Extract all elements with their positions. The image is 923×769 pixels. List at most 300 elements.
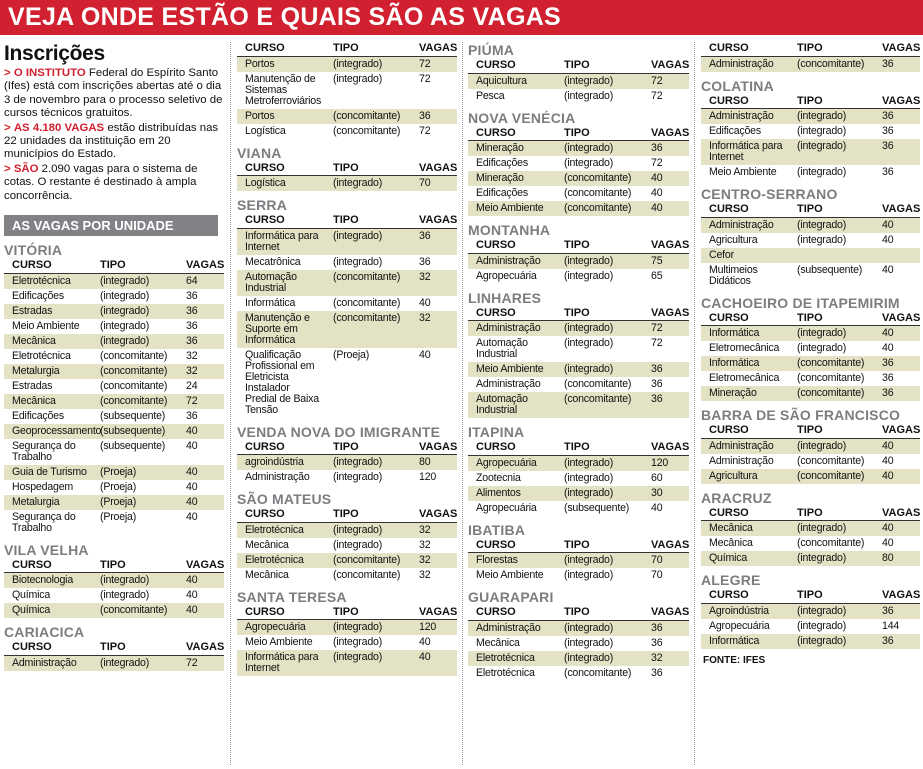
- vacancy-table: [237, 162, 457, 192]
- table-row: [701, 371, 920, 386]
- cell-curso: Logística: [237, 176, 325, 192]
- unit-title: GUARAPARI: [468, 589, 554, 605]
- unit-group: [4, 242, 224, 671]
- vacancy-table: [468, 307, 689, 419]
- cell-tipo: (Proeja): [92, 495, 184, 510]
- cell-tipo: (subsequente): [100, 409, 166, 422]
- cell-curso: Multimeios Didáticos: [709, 263, 758, 287]
- cell-tipo: (integrado): [325, 650, 417, 676]
- cell-curso: Mecânica: [4, 334, 92, 349]
- unit-section: [468, 222, 689, 284]
- header-tipo: TIPO: [789, 507, 880, 521]
- cell-tipo: (integrado): [564, 89, 614, 102]
- header-tipo: TIPO: [789, 95, 880, 109]
- source-note: FONTE: IFES: [703, 654, 766, 666]
- unit-title: ARACRUZ: [701, 489, 772, 506]
- cell-curso: Edificações: [12, 409, 64, 422]
- cell-curso: Eletrotécnica: [468, 651, 556, 666]
- header-vagas: VAGAS: [651, 126, 690, 139]
- cell-curso: Química: [12, 589, 51, 602]
- cell-curso: Informática: [245, 296, 296, 309]
- cell-curso: Geoprocessamento: [4, 424, 92, 439]
- cell-vagas: 24: [186, 379, 198, 392]
- table-header-row: [701, 507, 920, 521]
- column-3: [468, 42, 689, 681]
- table-row: [701, 536, 920, 551]
- cell-curso: Administração: [701, 438, 789, 454]
- table-header-row: [701, 95, 920, 109]
- vacancy-table: [468, 606, 689, 681]
- cell-curso: Florestas: [468, 553, 556, 569]
- header-curso: CURSO: [701, 42, 789, 56]
- cell-curso: Aquicultura: [468, 73, 556, 89]
- table-header-row: [4, 559, 224, 573]
- cell-curso: Agropecuária: [468, 455, 556, 471]
- cell-curso: Estradas: [12, 379, 53, 392]
- cell-curso: Agropecuária: [476, 501, 537, 514]
- cell-vagas: 36: [186, 289, 198, 302]
- table-row: [4, 603, 224, 618]
- vacancy-table: [237, 508, 457, 583]
- table-row: [237, 270, 457, 296]
- cell-vagas: 40: [882, 233, 894, 246]
- cell-vagas: 40: [417, 650, 457, 676]
- table-header-row: [468, 59, 689, 73]
- cell-tipo: (integrado): [564, 636, 614, 649]
- table-row: [237, 348, 457, 418]
- cell-vagas: 72: [184, 655, 224, 671]
- unit-title: SANTA TERESA: [237, 588, 347, 605]
- table-row: [4, 465, 224, 480]
- banner-title: VEJA ONDE ESTÃO E QUAIS SÃO AS VAGAS: [8, 3, 562, 31]
- header-curso: CURSO: [4, 641, 92, 655]
- header-vagas: VAGAS: [882, 42, 921, 55]
- cell-curso: Eletrotécnica: [4, 273, 92, 289]
- cell-vagas: 40: [184, 465, 224, 480]
- table-header-row: [701, 589, 920, 603]
- cell-vagas: 36: [880, 386, 920, 401]
- cell-vagas: 70: [649, 553, 689, 569]
- table-row: [701, 341, 920, 356]
- cell-curso: Mecânica: [701, 521, 789, 537]
- vacancy-table: [4, 641, 224, 671]
- unit-title: VIANA: [237, 144, 282, 161]
- cell-curso: Administração: [701, 217, 789, 233]
- cell-tipo: (concomitante): [564, 378, 632, 390]
- table-row: [701, 619, 920, 634]
- table-row: [237, 124, 457, 139]
- cell-tipo: (concomitante): [325, 270, 417, 296]
- table-header-row: [4, 641, 224, 655]
- header-tipo: TIPO: [556, 539, 649, 553]
- unit-group: [701, 42, 920, 649]
- cell-tipo: (integrado): [333, 255, 383, 268]
- header-vagas: VAGAS: [882, 589, 921, 602]
- header-tipo: TIPO: [325, 508, 417, 522]
- cell-curso: Qualificação Profissional em Eletricista Instalador Predial de Baixa Tensão: [245, 348, 319, 416]
- table-row: [468, 666, 689, 681]
- cell-curso: Eletrotécnica: [12, 349, 71, 362]
- table-header-row: [468, 127, 689, 141]
- table-row: [468, 321, 689, 337]
- table-row: [237, 455, 457, 471]
- table-row: [4, 573, 224, 589]
- table-row: [468, 73, 689, 89]
- header-tipo: TIPO: [325, 42, 417, 56]
- cell-vagas: 40: [419, 348, 431, 361]
- table-header-row: [701, 203, 920, 217]
- cell-curso: Mecânica: [245, 538, 289, 551]
- header-tipo: TIPO: [325, 162, 417, 176]
- cell-tipo: (concomitante): [564, 187, 632, 199]
- table-row: [468, 568, 689, 583]
- cell-vagas: 40: [186, 589, 198, 602]
- cell-vagas: 36: [651, 636, 663, 649]
- cell-curso: Química: [4, 603, 92, 618]
- cell-tipo: (subsequente): [100, 439, 166, 452]
- intro-title: Inscrições: [4, 42, 105, 65]
- cell-tipo: (concomitante): [333, 296, 401, 309]
- header-vagas: VAGAS: [419, 42, 458, 55]
- unit-title: VILA VELHA: [4, 541, 89, 558]
- table-row: [4, 424, 224, 439]
- cell-tipo: (concomitante): [325, 553, 417, 568]
- header-vagas: VAGAS: [419, 508, 458, 521]
- header-tipo: TIPO: [92, 559, 184, 573]
- table-row: [237, 228, 457, 255]
- unit-section: [237, 589, 457, 677]
- table-row: [468, 455, 689, 471]
- cell-curso: Logística: [245, 124, 286, 137]
- intro-paragraph: > SÃO 2.090 vagas para o sistema de cotas. O restante é destinado à ampla concorrência.: [4, 162, 198, 202]
- header-tipo: TIPO: [325, 441, 417, 455]
- cell-vagas: 120: [419, 471, 437, 483]
- table-row: [468, 186, 689, 201]
- cell-vagas: 65: [651, 269, 663, 282]
- cell-vagas: 40: [880, 217, 920, 233]
- header-tipo: TIPO: [789, 424, 880, 438]
- cell-tipo: (integrado): [564, 157, 614, 169]
- header-curso: CURSO: [237, 441, 325, 455]
- cell-tipo: (concomitante): [556, 201, 649, 216]
- cell-curso: Edificações: [476, 187, 528, 199]
- cell-vagas: 32: [184, 364, 224, 379]
- cell-curso: Administração: [4, 655, 92, 671]
- unit-section: [237, 42, 457, 139]
- table-row: [468, 156, 689, 171]
- cell-tipo: (concomitante): [556, 392, 649, 418]
- table-row: [468, 336, 689, 362]
- cell-vagas: 32: [417, 311, 457, 348]
- table-row: [4, 394, 224, 409]
- header-curso: CURSO: [701, 95, 789, 109]
- table-row: [701, 634, 920, 649]
- cell-vagas: 72: [417, 56, 457, 72]
- intro-block: [4, 42, 224, 203]
- cell-vagas: 75: [649, 253, 689, 269]
- cell-tipo: [789, 248, 880, 263]
- header-tipo: TIPO: [92, 259, 184, 273]
- cell-tipo: (integrado): [325, 228, 417, 255]
- header-vagas: VAGAS: [651, 239, 690, 252]
- cell-tipo: (integrado): [556, 73, 649, 89]
- cell-curso: Administração: [476, 378, 541, 390]
- table-row: [237, 56, 457, 72]
- cell-curso: Estradas: [4, 304, 92, 319]
- vacancy-table: [237, 606, 457, 677]
- table-row: [701, 248, 920, 263]
- cell-tipo: (integrado): [556, 362, 649, 377]
- table-row: [4, 495, 224, 510]
- header-curso: CURSO: [237, 214, 325, 228]
- cell-tipo: (integrado): [564, 269, 614, 282]
- cell-vagas: 36: [880, 109, 920, 125]
- table-row: [237, 176, 457, 192]
- header-curso: CURSO: [701, 203, 789, 217]
- cell-vagas: 36: [417, 109, 457, 124]
- header-curso: CURSO: [701, 312, 789, 326]
- cell-vagas: 60: [651, 471, 663, 484]
- cell-vagas: 36: [186, 319, 198, 332]
- table-row: [701, 56, 920, 72]
- header-vagas: VAGAS: [651, 538, 690, 551]
- cell-tipo: (integrado): [789, 438, 880, 454]
- cell-vagas: 72: [419, 72, 431, 85]
- cell-tipo: (concomitante): [333, 124, 401, 137]
- cell-curso: Informática: [701, 634, 789, 649]
- cell-tipo: (concomitante): [92, 603, 184, 618]
- vacancy-table: [701, 312, 920, 402]
- cell-tipo: (integrado): [92, 334, 184, 349]
- cell-curso: Edificações: [709, 125, 761, 137]
- column-divider: [694, 42, 695, 765]
- table-row: [701, 139, 920, 165]
- unit-title: CENTRO-SERRANO: [701, 186, 838, 202]
- header-vagas: VAGAS: [882, 203, 921, 216]
- cell-vagas: 70: [651, 569, 663, 581]
- vacancy-table: [237, 441, 457, 486]
- cell-curso: Mecânica: [4, 394, 92, 409]
- cell-curso: Portos: [237, 56, 325, 72]
- header-curso: CURSO: [701, 424, 789, 438]
- cell-tipo: (subsequente): [797, 263, 863, 276]
- unit-title: SERRA: [237, 197, 288, 213]
- cell-curso: Meio Ambiente: [245, 636, 313, 648]
- cell-curso: Automação Industrial: [237, 270, 325, 296]
- table-row: [468, 486, 689, 501]
- table-row: [4, 409, 224, 424]
- table-row: [468, 392, 689, 418]
- cell-curso: Zootecnia: [476, 471, 521, 484]
- table-header-row: [237, 441, 457, 455]
- cell-tipo: (integrado): [789, 634, 880, 649]
- table-row: [468, 501, 689, 516]
- unit-group: [237, 42, 457, 676]
- table-row: [468, 201, 689, 216]
- cell-tipo: (concomitante): [789, 469, 880, 484]
- cell-tipo: (concomitante): [92, 394, 184, 409]
- cell-curso: Eletrotécnica: [476, 666, 535, 679]
- header-vagas: VAGAS: [651, 306, 690, 319]
- cell-curso: Manutenção e Suporte em Informática: [237, 311, 325, 348]
- cell-vagas: 40: [880, 326, 920, 342]
- table-row: [468, 377, 689, 392]
- table-row: [468, 651, 689, 666]
- header-vagas: VAGAS: [651, 606, 690, 619]
- vacancy-table: [701, 42, 920, 72]
- cell-tipo: (integrado): [92, 573, 184, 589]
- table-header-row: [468, 539, 689, 553]
- cell-curso: Eletromecânica: [709, 372, 780, 384]
- cell-vagas: 64: [184, 273, 224, 289]
- table-row: [4, 480, 224, 495]
- header-vagas: VAGAS: [186, 259, 225, 272]
- units-header-bar: AS VAGAS POR UNIDADE: [4, 215, 218, 236]
- table-header-row: [701, 42, 920, 56]
- table-row: [701, 217, 920, 233]
- cell-vagas: 36: [649, 620, 689, 636]
- cell-tipo: (concomitante): [333, 568, 401, 581]
- cell-curso: Administração: [245, 471, 310, 483]
- cell-curso: Portos: [237, 109, 325, 124]
- header-curso: CURSO: [468, 127, 556, 141]
- header-vagas: VAGAS: [186, 641, 225, 654]
- table-row: [4, 273, 224, 289]
- cell-vagas: 36: [882, 372, 894, 384]
- cell-vagas: 72: [184, 394, 224, 409]
- table-row: [468, 89, 689, 104]
- cell-tipo: (integrado): [789, 326, 880, 342]
- header-tipo: TIPO: [789, 312, 880, 326]
- vacancy-table: [4, 259, 224, 536]
- cell-tipo: (Proeja): [100, 480, 137, 493]
- table-row: [701, 603, 920, 619]
- header-curso: CURSO: [4, 259, 92, 273]
- cell-tipo: (integrado): [333, 538, 383, 551]
- cell-vagas: 36: [880, 634, 920, 649]
- cell-vagas: 36: [880, 139, 920, 165]
- cell-vagas: 40: [186, 480, 198, 493]
- unit-title: BARRA DE SÃO FRANCISCO: [701, 407, 901, 423]
- cell-tipo: (integrado): [789, 551, 880, 566]
- unit-title: NOVA VENÉCIA: [468, 109, 576, 126]
- cell-curso: Mecatrônica: [245, 255, 301, 268]
- cell-vagas: 72: [651, 337, 663, 349]
- cell-tipo: (integrado): [564, 471, 614, 484]
- table-row: [4, 334, 224, 349]
- table-row: [237, 522, 457, 538]
- table-row: [701, 326, 920, 342]
- header-tipo: TIPO: [556, 239, 649, 253]
- table-row: [237, 255, 457, 270]
- table-header-row: [237, 606, 457, 620]
- cell-curso: Eletrotécnica: [237, 553, 325, 568]
- cell-tipo: (integrado): [797, 619, 847, 632]
- cell-tipo: (integrado): [556, 651, 649, 666]
- header-vagas: VAGAS: [419, 161, 458, 174]
- cell-vagas: 32: [649, 651, 689, 666]
- cell-tipo: (integrado): [797, 233, 847, 246]
- cell-tipo: (integrado): [92, 655, 184, 671]
- cell-tipo: (integrado): [100, 589, 150, 602]
- vacancy-table: [468, 59, 689, 104]
- cell-tipo: (concomitante): [797, 372, 865, 384]
- cell-vagas: 40: [882, 537, 894, 549]
- table-row: [237, 72, 457, 109]
- table-row: [4, 349, 224, 364]
- vacancy-table: [4, 559, 224, 619]
- cell-tipo: (concomitante): [325, 109, 417, 124]
- cell-vagas: 40: [419, 636, 431, 648]
- cell-curso: Agricultura: [701, 469, 789, 484]
- cell-curso: Eletrotécnica: [237, 522, 325, 538]
- cell-curso: Guia de Turismo: [4, 465, 92, 480]
- table-row: [701, 233, 920, 248]
- unit-group: [468, 42, 689, 681]
- unit-section: [468, 522, 689, 584]
- table-header-row: [468, 307, 689, 321]
- cell-vagas: 80: [417, 455, 457, 471]
- unit-section: [701, 186, 920, 289]
- cell-tipo: (integrado): [333, 471, 383, 483]
- unit-section: [701, 407, 920, 484]
- unit-section: [701, 295, 920, 402]
- cell-curso: Administração: [701, 56, 789, 72]
- header-curso: CURSO: [468, 606, 556, 620]
- table-row: [4, 588, 224, 603]
- unit-section: [468, 589, 689, 681]
- cell-tipo: (concomitante): [564, 666, 632, 679]
- table-row: [468, 553, 689, 569]
- unit-title: MONTANHA: [468, 222, 551, 238]
- table-row: [468, 269, 689, 284]
- table-header-row: [237, 162, 457, 176]
- table-row: [468, 620, 689, 636]
- header-vagas: VAGAS: [186, 558, 225, 571]
- table-row: [4, 439, 224, 465]
- cell-tipo: (concomitante): [325, 311, 417, 348]
- cell-tipo: (integrado): [556, 455, 649, 471]
- header-curso: CURSO: [468, 441, 556, 455]
- cell-curso: Agroindústria: [701, 603, 789, 619]
- intro-paragraph: > AS 4.180 VAGAS estão distribuídas nas 22 unidades da instituição em 20 municípios do Estado.: [4, 121, 219, 161]
- table-row: [4, 289, 224, 304]
- cell-tipo: (concomitante): [92, 364, 184, 379]
- cell-curso: Mecânica: [476, 636, 520, 649]
- cell-curso: Edificações: [476, 157, 528, 169]
- unit-section: [701, 490, 920, 567]
- cell-curso: Administração: [468, 321, 556, 337]
- table-row: [237, 650, 457, 676]
- cell-curso: Informática: [701, 356, 789, 371]
- cell-vagas: 36: [880, 56, 920, 72]
- cell-curso: Metalurgia: [4, 364, 92, 379]
- table-row: [701, 124, 920, 139]
- cell-curso: Química: [701, 551, 789, 566]
- cell-vagas: 40: [649, 171, 689, 186]
- cell-tipo: (integrado): [556, 141, 649, 157]
- table-row: [4, 655, 224, 671]
- vacancy-table: [468, 539, 689, 584]
- unit-section: [4, 242, 224, 536]
- vacancy-table: [468, 127, 689, 217]
- cell-curso: Edificações: [12, 289, 64, 302]
- unit-section: [468, 42, 689, 104]
- cell-vagas: 36: [649, 362, 689, 377]
- cell-vagas: [880, 248, 920, 263]
- cell-curso: Automação Industrial: [476, 337, 528, 360]
- table-row: [701, 521, 920, 537]
